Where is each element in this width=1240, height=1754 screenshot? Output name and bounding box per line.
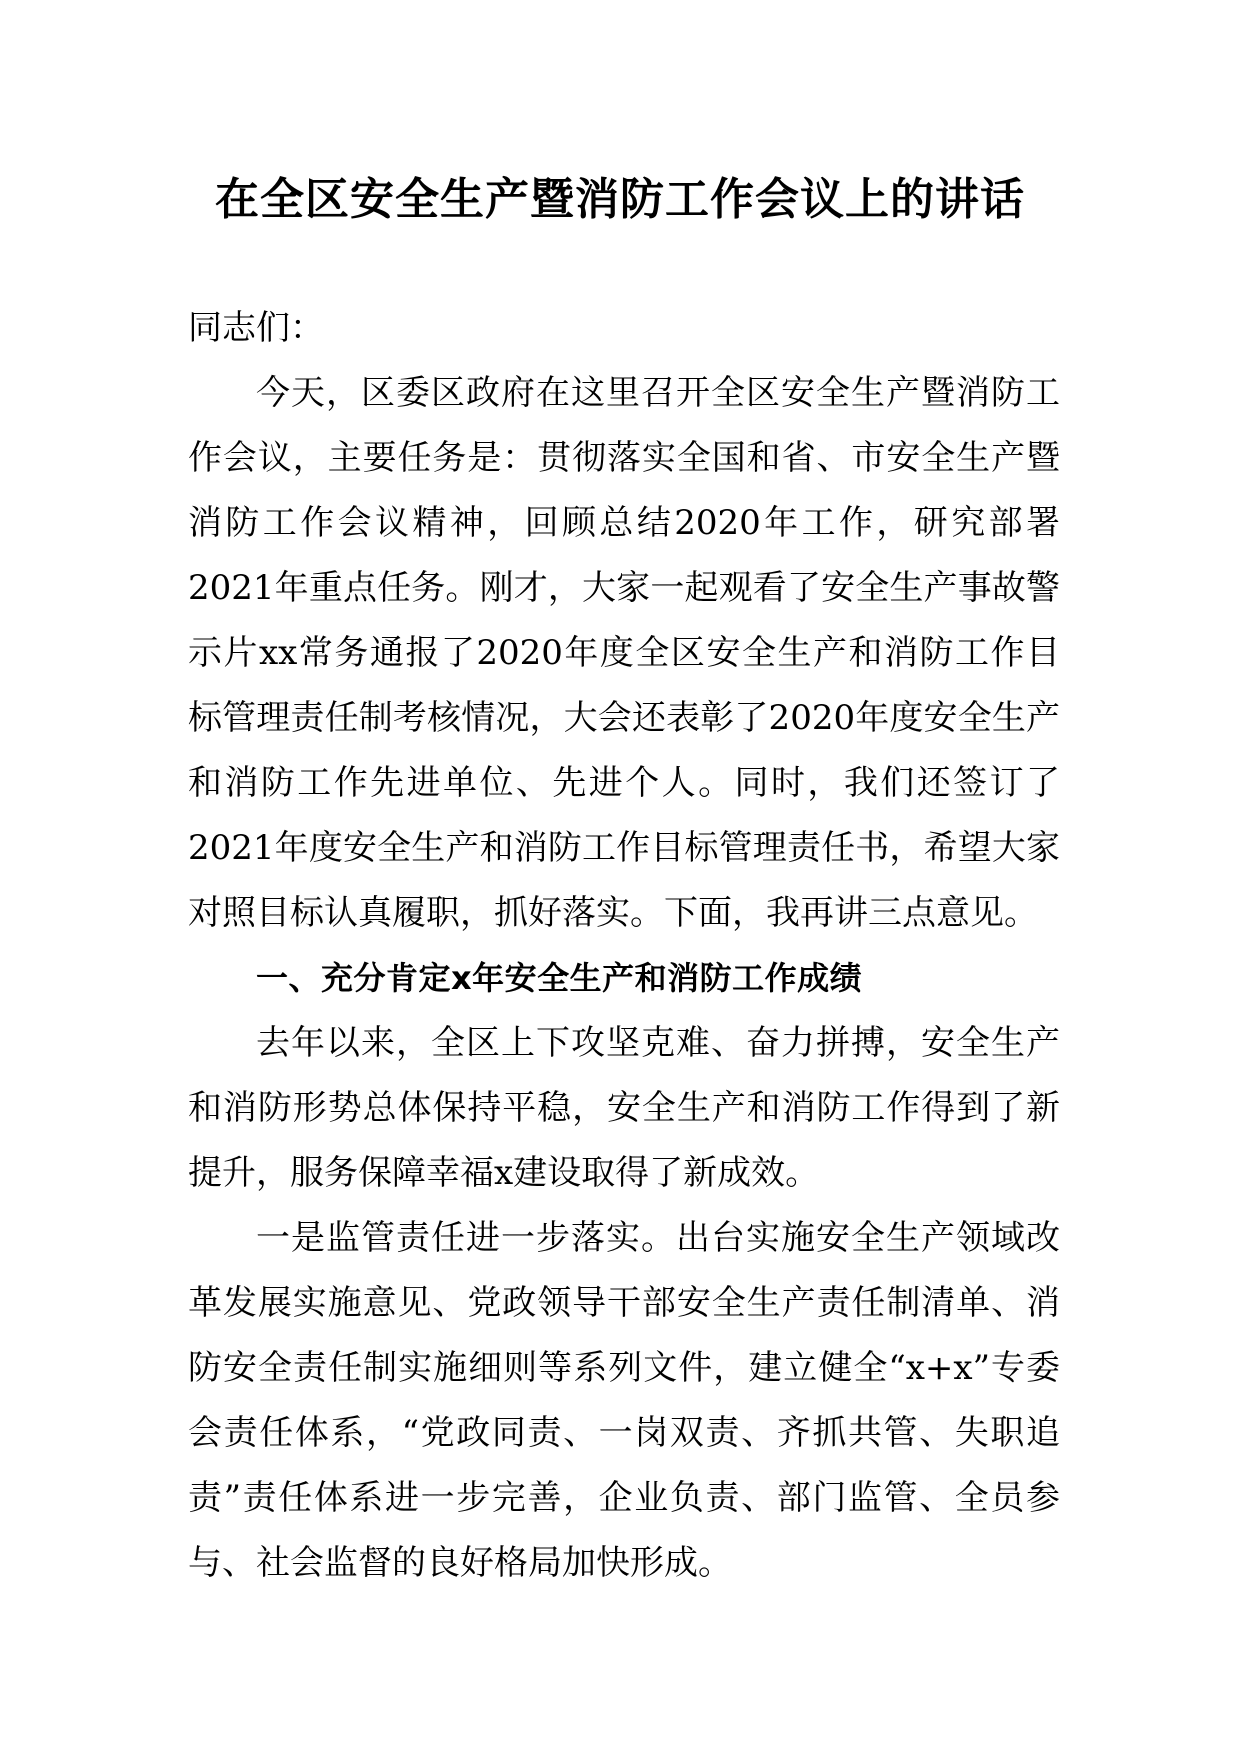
paragraph-achievements: 去年以来，全区上下攻坚克难、奋力拼搏，安全生产和消防形势总体保持平稳，安全生产和消防工作得到了新提升，服务保障幸福x建设取得了新成效。: [188, 1023, 1060, 1193]
paragraph-intro: 今天，区委区政府在这里召开全区安全生产暨消防工作会议，主要任务是：贯彻落实全国和省、市安全生产暨消防工作会议精神，回顾总结2020年工作，研究部署2021年重点任务。刚才，大家一起观看了安全生产事故警示片xx常务通报了2020年度全区安全生产和消防工作目标管理责任制考核情况，大会还表彰了2020年度安全生产和消防工作先进单位、先进个人。同时，我们还签订了2021年度安全生产和消防工作目标管理责任书，希望大家对照目标认真履职，抓好落实。下面，我再讲三点意见。: [188, 373, 1060, 933]
document-title: 在全区安全生产暨消防工作会议上的讲话: [215, 174, 1025, 225]
paragraph-supervision: 一是监管责任进一步落实。出台实施安全生产领域改革发展实施意见、党政领导干部安全生产责任制清单、消防安全责任制实施细则等系列文件，建立健全“x+x”专委会责任体系，“党政同责、一岗双责、齐抓共管、失职追责”责任体系进一步完善，企业负责、部门监管、全员参与、社会监督的良好格局加快形成。: [188, 1218, 1060, 1583]
section-heading-1: 一、充分肯定x年安全生产和消防工作成绩: [256, 959, 863, 997]
salutation: 同志们：: [188, 308, 324, 348]
document-body: [188, 296, 1060, 1596]
